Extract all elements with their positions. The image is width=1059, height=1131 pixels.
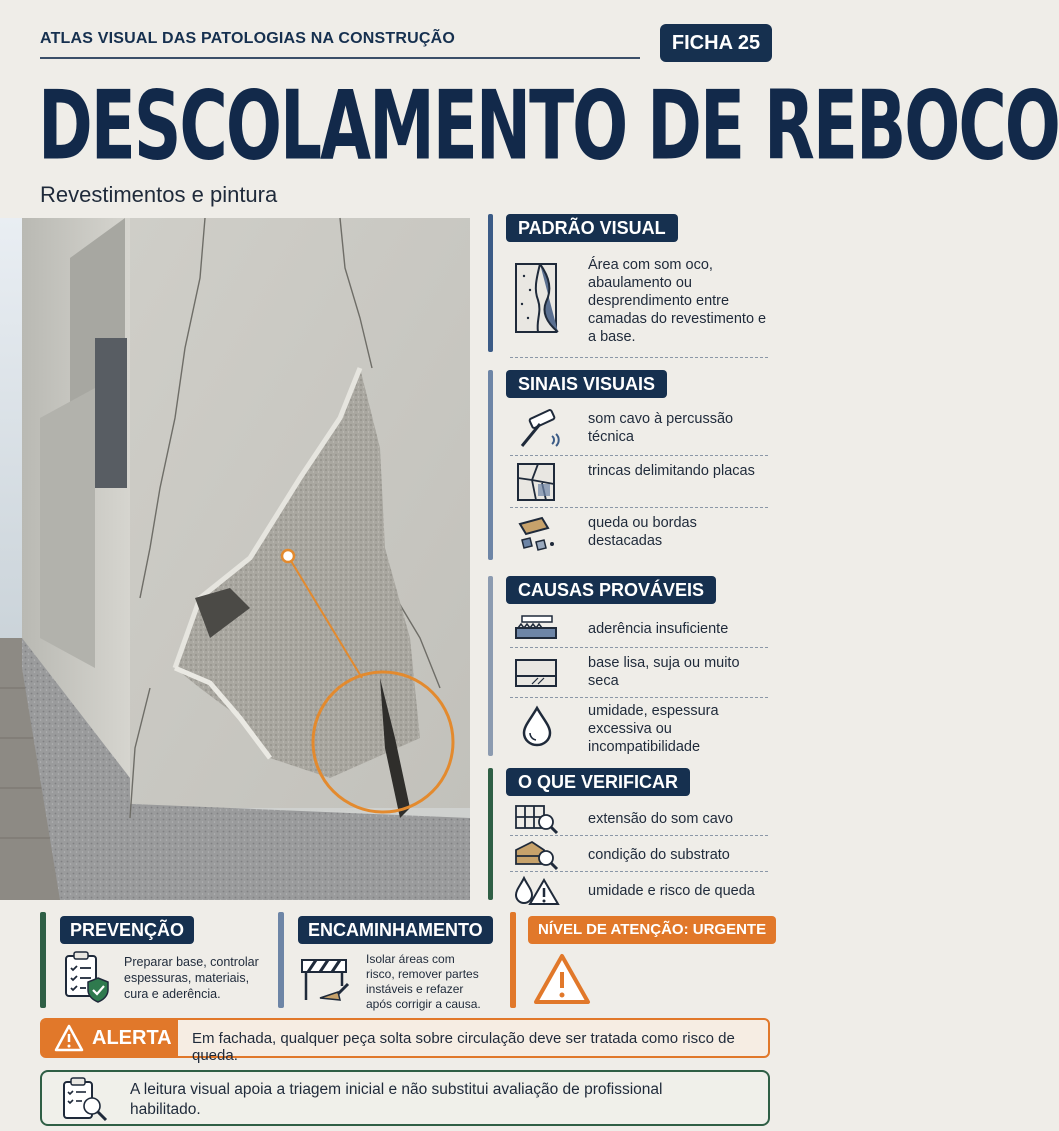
checklist-shield-icon (62, 950, 112, 1004)
alert-label-block (42, 1020, 178, 1056)
disclaimer-text: A leitura visual apoia a triagem inicial e não substitui avaliação de profissional habilitado. (130, 1081, 663, 1118)
item-text: trincas delimitando placas (588, 463, 755, 479)
alert-triangle-icon (54, 1024, 84, 1052)
facade-illustration (0, 218, 470, 900)
barrier-trowel-icon (298, 952, 354, 1004)
list-item (510, 800, 768, 836)
alert-banner (40, 1018, 770, 1064)
section-o-que-verificar (488, 768, 768, 900)
item-text: som cavo à percussão técnica (588, 411, 734, 445)
box-accent-bar (40, 912, 46, 1008)
item-text: base lisa, suja ou muito seca (588, 655, 740, 689)
list-item (510, 250, 768, 358)
list-item (510, 698, 768, 758)
box-prevencao (40, 912, 265, 1008)
section-accent-bar (488, 576, 493, 756)
hammer-icon (512, 410, 562, 450)
section-accent-bar (488, 214, 493, 352)
facade-photo (0, 218, 470, 900)
box-encaminhamento (278, 912, 490, 1011)
section-sinais-visuais (488, 370, 768, 560)
box-text: Preparar base, controlar espessuras, materiais, cura e aderência. (124, 955, 259, 1001)
box-title: ENCAMINHAMENTO (298, 916, 493, 944)
box-title: PREVENÇÃO (60, 916, 194, 944)
section-title: CAUSAS PROVÁVEIS (506, 576, 716, 604)
atlas-kicker: ATLAS VISUAL DAS PATOLOGIAS NA CONSTRUÇÃO (40, 30, 456, 47)
section-title: PADRÃO VISUAL (506, 214, 678, 242)
list-item (510, 872, 768, 908)
section-accent-bar (488, 768, 493, 900)
box-text: Isolar áreas com risco, remover partes instáveis e refazer após corrigir a causa. (366, 952, 481, 1011)
list-item (510, 456, 768, 508)
wall-section-icon (512, 260, 570, 336)
item-text: umidade e risco de queda (588, 883, 755, 899)
section-causas-provaveis (488, 576, 768, 756)
item-text: aderência insuficiente (588, 621, 729, 637)
section-padrao-visual (488, 214, 768, 352)
box-accent-bar (510, 912, 516, 1008)
clipboard-magnifier-icon (58, 1076, 110, 1122)
section-accent-bar (488, 370, 493, 560)
smooth-base-icon (512, 654, 562, 694)
item-text: condição do substrato (588, 847, 730, 863)
page-subtitle: Revestimentos e pintura (40, 182, 278, 207)
list-item (510, 836, 768, 872)
section-title: O QUE VERIFICAR (506, 768, 690, 796)
substrate-magnifier-icon (512, 838, 562, 870)
item-text: extensão do som cavo (588, 811, 734, 827)
alert-label: ALERTA (92, 1027, 172, 1049)
page-title: DESCOLAMENTO DE REBOCO (38, 70, 1059, 182)
cracked-plates-icon (512, 462, 562, 502)
list-item (510, 610, 768, 648)
header-divider (40, 57, 640, 59)
section-title: SINAIS VISUAIS (506, 370, 667, 398)
drop-warning-icon (512, 874, 562, 906)
list-item (510, 508, 768, 560)
trowel-comb-icon (512, 614, 562, 644)
item-text: queda ou bordas destacadas (588, 515, 697, 549)
box-nivel-atencao (510, 912, 770, 1008)
attention-level-label: NÍVEL DE ATENÇÃO: URGENTE (528, 916, 776, 944)
falling-fragments-icon (512, 514, 562, 554)
alert-text: Em fachada, qualquer peça solta sobre circulação deve ser tratada como risco de queda. (192, 1030, 735, 1064)
box-accent-bar (278, 912, 284, 1008)
disclaimer-box (40, 1070, 770, 1126)
list-item (510, 404, 768, 456)
item-text: umidade, espessura excessiva ou incompatibilidade (588, 703, 719, 755)
water-drop-icon (512, 706, 562, 746)
item-text: Área com som oco, abaulamento ou desprendimento entre camadas do revestimento e a base. (588, 257, 767, 345)
grid-magnifier-icon (512, 802, 562, 834)
list-item (510, 648, 768, 698)
sheet-number-badge: FICHA 25 (660, 24, 772, 62)
warning-triangle-icon (532, 952, 592, 1006)
